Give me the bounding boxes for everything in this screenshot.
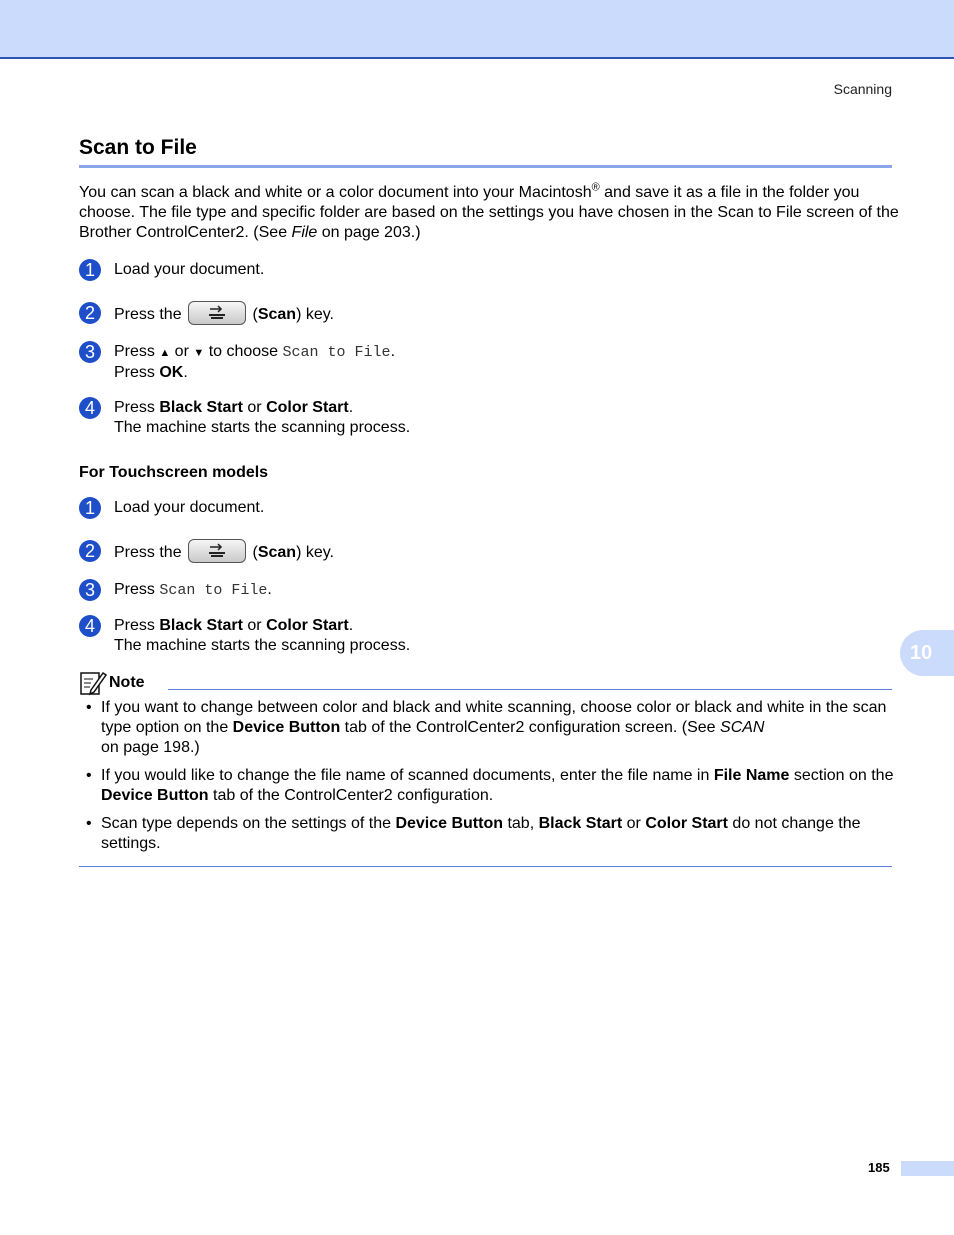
step-number-badge: 4 [79, 615, 101, 637]
note-rule [168, 689, 892, 690]
scan-key [188, 539, 246, 563]
page-number: 185 [868, 1160, 890, 1175]
step-number-badge: 1 [79, 497, 101, 519]
step-text: Load your document. [114, 499, 265, 516]
step-text: Press Black Start or Color Start. The machine starts the scanning process. [114, 399, 411, 436]
note-item: • If you would like to change the file name of scanned documents, enter the file name in File Name section on the Device Button tab of the ControlCenter2 configuration. [86, 767, 894, 804]
note-item: • Scan type depends on the settings of the Device Button tab, Black Start or Color Start do not change the settings. [86, 815, 861, 852]
step-text: Press ▲ or ▼ to choose Scan to File. Press OK. [114, 343, 396, 381]
scan-link[interactable]: SCAN [720, 719, 765, 736]
note-header [79, 670, 145, 696]
intro-paragraph: You can scan a black and white or a color document into your Macintosh® and save it as a file in the folder you choose. The file type and specific folder are based on the settings you have chosen in the Scan to File screen of the Brother ControlCenter2. (See File on page 203.) [79, 181, 899, 241]
step-number-badge: 4 [79, 397, 101, 419]
step-number-badge: 2 [79, 302, 101, 324]
step-number-badge: 3 [79, 579, 101, 601]
note-list [79, 698, 894, 862]
step-text: Press the (Scan) key. [114, 303, 334, 327]
step-text: Press the (Scan) key. [114, 541, 334, 565]
step-text: Press Scan to File. [114, 581, 272, 599]
step-number-badge: 3 [79, 341, 101, 363]
step-number-badge: 1 [79, 259, 101, 281]
running-header: Scanning [833, 81, 892, 97]
step-text: Load your document. [114, 261, 265, 278]
chapter-tab: 10 [900, 630, 954, 676]
up-arrow-icon: ▲ [159, 347, 171, 359]
step-number-badge: 2 [79, 540, 101, 562]
scan-icon [207, 305, 227, 321]
page-title: Scan to File [79, 136, 197, 159]
down-arrow-icon: ▼ [193, 347, 205, 359]
file-link[interactable]: File [291, 224, 318, 241]
touchscreen-heading: For Touchscreen models [79, 464, 269, 481]
note-pencil-icon [79, 670, 107, 696]
top-banner [0, 0, 954, 59]
step-text: Press Black Start or Color Start. The machine starts the scanning process. [114, 617, 411, 654]
scan-icon [207, 543, 227, 559]
title-rule [79, 165, 892, 168]
registered-mark: ® [591, 181, 600, 194]
page-number-bar [901, 1161, 954, 1176]
note-end-rule [79, 866, 892, 867]
note-item: • If you want to change between color and black and white scanning, choose color or black and white in the scan type option on the Device Button tab of the ControlCenter2 configuration screen. (See SCAN on page 198.) [86, 699, 887, 756]
scan-key [188, 301, 246, 325]
note-label: Note [109, 674, 145, 691]
